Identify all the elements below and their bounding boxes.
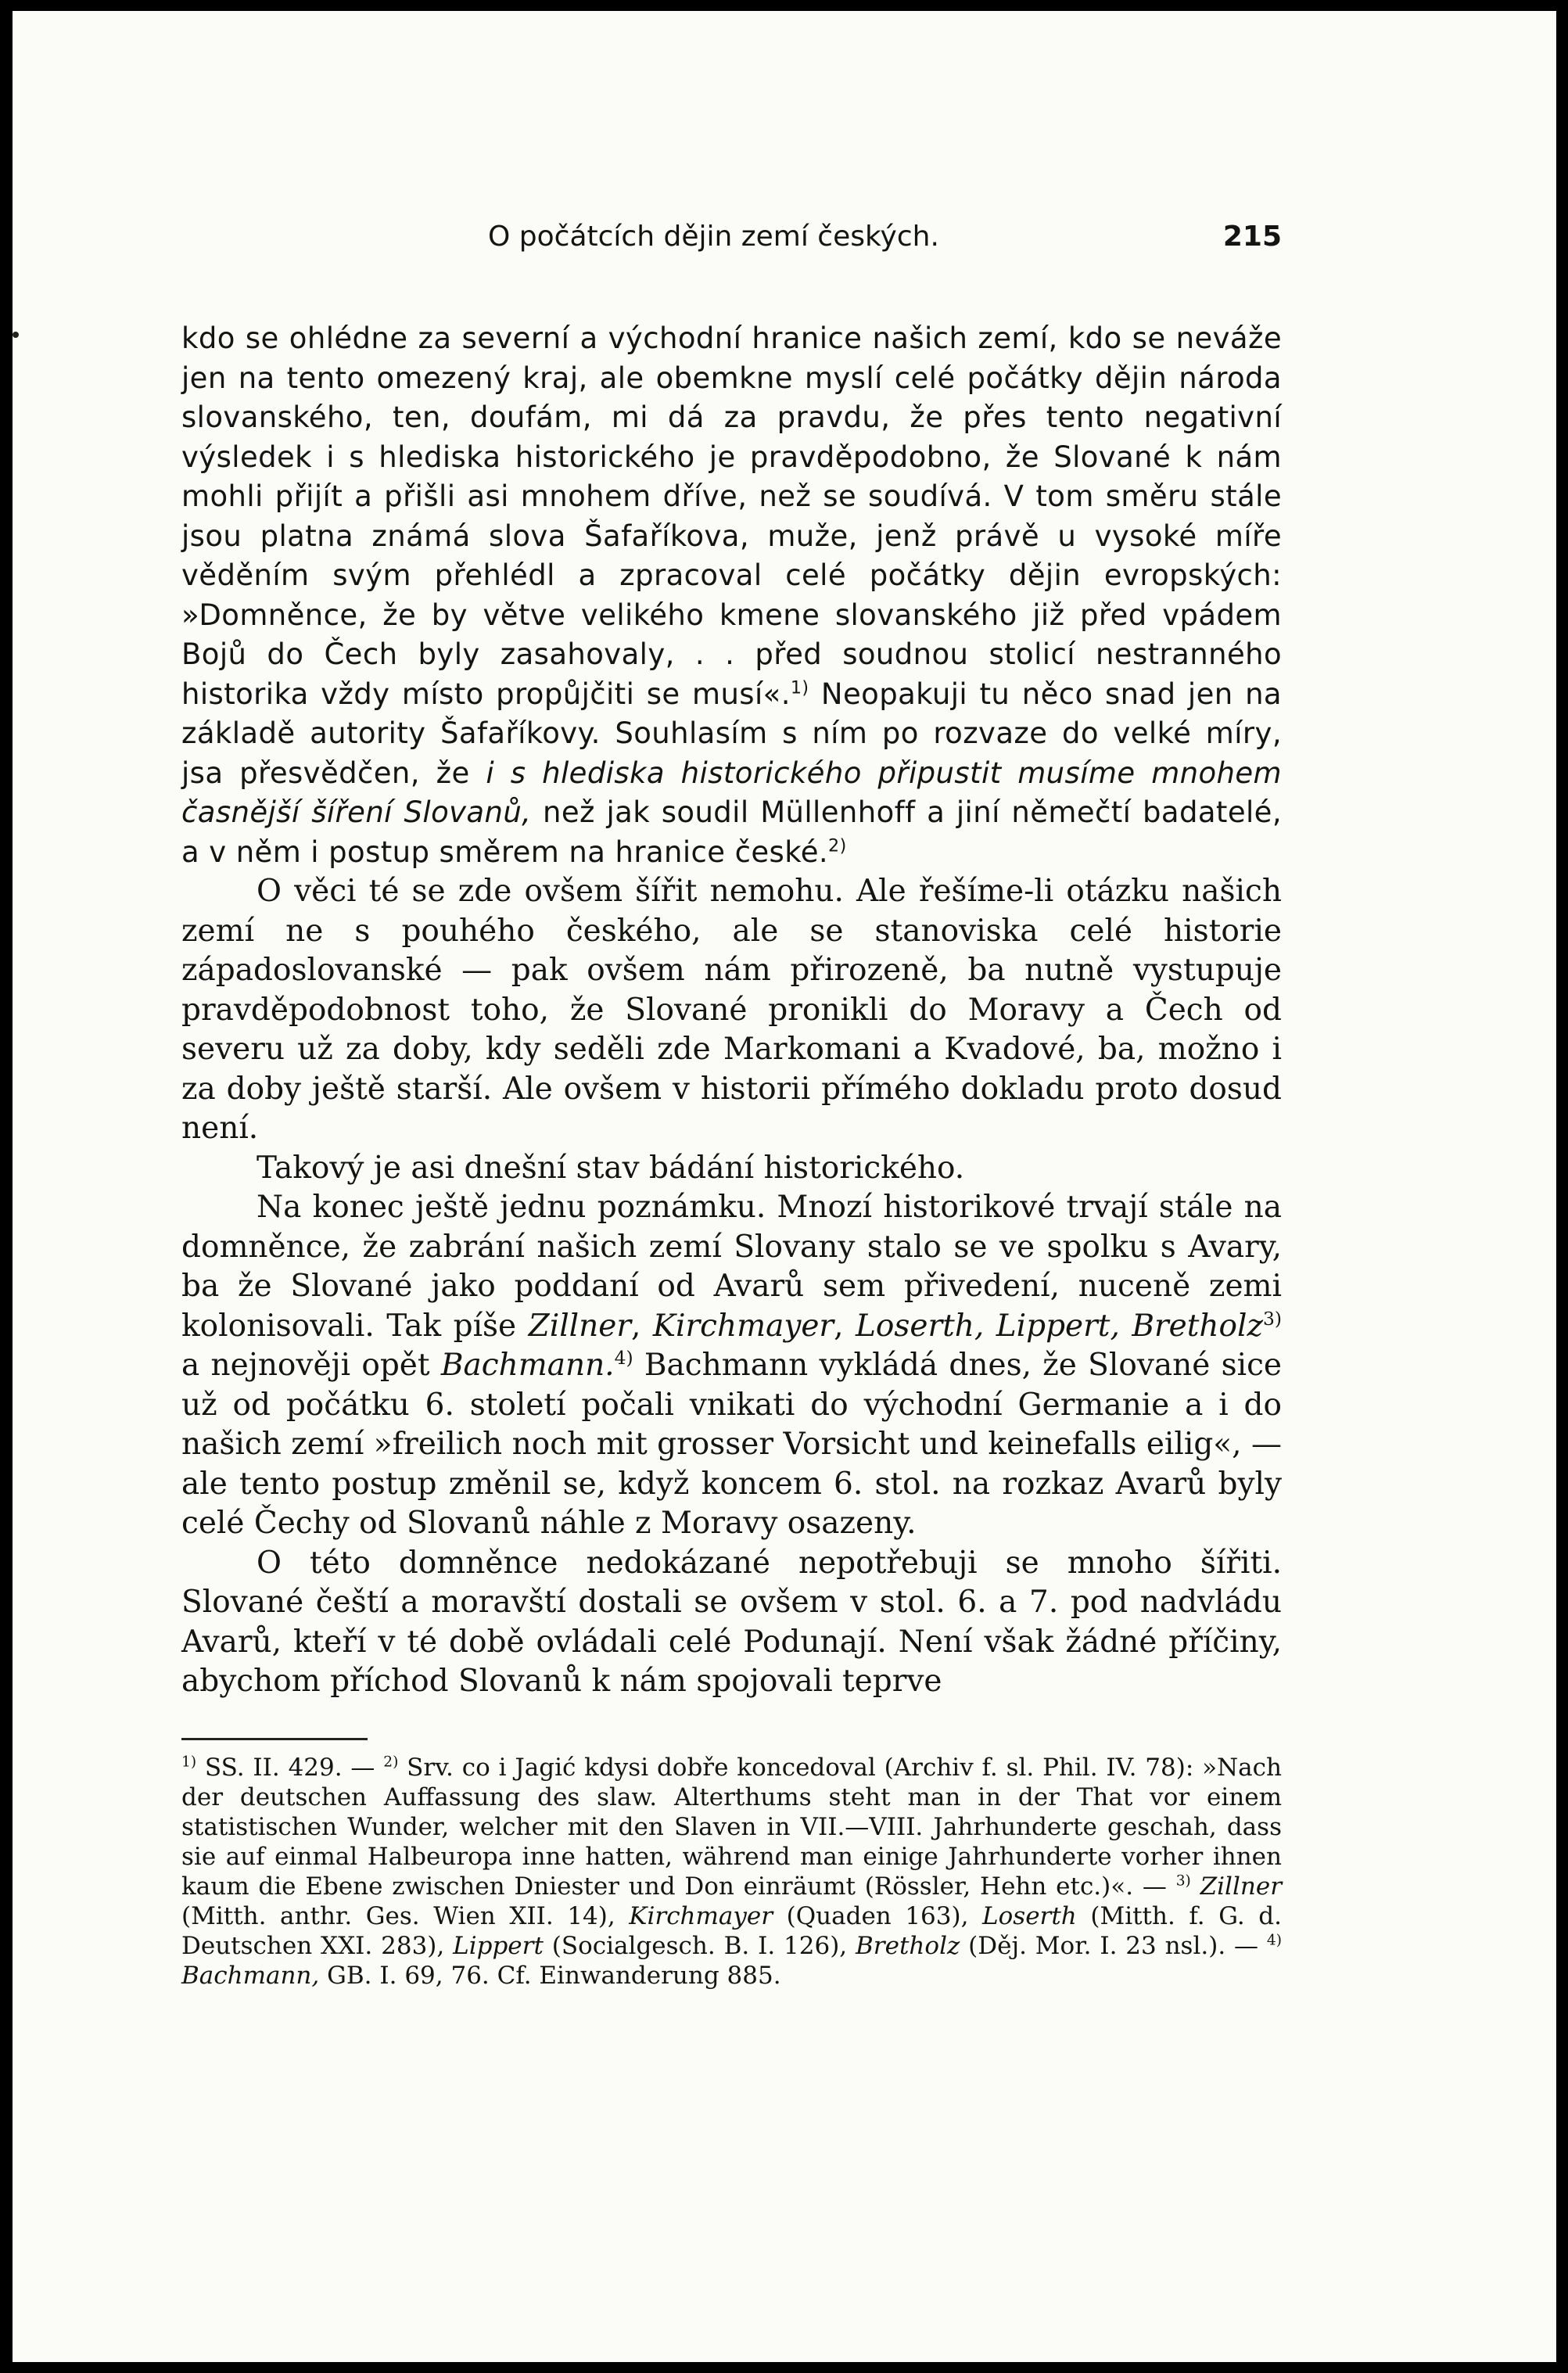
text-run: SS. II. 429. — (196, 1753, 384, 1782)
footnotes (181, 1753, 1282, 1991)
text-run: GB. I. 69, 76. Cf. Einwanderung 885. (319, 1961, 781, 1990)
italic-text: Loserth, Lippert, Bretholz (855, 1308, 1263, 1344)
text-run: (Děj. Mor. I. 23 nsl.). — (960, 1931, 1267, 1960)
running-title: O počátcích dějin zemí českých. (488, 221, 939, 253)
running-head (181, 221, 1282, 264)
footnote-1 (181, 1753, 1282, 1991)
paragraph-4 (181, 1188, 1282, 1544)
footnote-marker: 3) (1175, 1872, 1191, 1890)
text-run: (Mitth. f. G. d. Deutschen XXI. 283), (181, 1901, 1282, 1960)
book-page (13, 11, 1556, 2362)
text-run: , (630, 1308, 653, 1344)
footnote-marker: 2) (828, 835, 847, 856)
text-run: Na konec ještě jednu poznámku. Mnozí historikové trvají stále na domněnce, že zabrání našich zemí Slovany stalo se ve spolku s Avary, ba že Slované jako poddaní od Avarů sem přivedení, nuceně zemi kolonisovali. Tak píše (181, 1190, 1282, 1344)
text-run: Takový je asi dnešní stav bádání historického. (257, 1150, 965, 1186)
italic-text: Lippert (453, 1931, 544, 1960)
italic-text: Bachmann. (440, 1348, 615, 1383)
footnote-rule (181, 1738, 368, 1740)
paragraph-2 (181, 872, 1282, 1149)
paragraph-5 (181, 1544, 1282, 1702)
text-run: Neopakuji tu něco snad jen na základě autority Šafaříkovy. Souhlasím s ním po rozvaze do velké míry, jsa přesvědčen, že (181, 677, 1282, 790)
italic-text: Bachmann, (181, 1961, 320, 1990)
italic-text: Kirchmayer (652, 1308, 834, 1344)
italic-text: Kirchmayer (629, 1901, 773, 1930)
page-number: 215 (1222, 221, 1282, 253)
footnote-marker: 3) (1263, 1307, 1283, 1330)
text-run: O této domněnce nedokázané nepotřebuji se mnoho šířiti. Slované čeští a moravští dostali se ovšem v stol. 6. a 7. pod nadvládu Avarů, kteří v té době ovládali celé Podunají. Není však žádné příčiny, abychom příchod Slovanů k nám spojovali teprve (181, 1545, 1282, 1699)
italic-text: Zillner (1200, 1872, 1283, 1901)
text-run: O věci té se zde ovšem šířit nemohu. Ale řešíme-li otázku našich zemí ne s pouhého českého, ale se stanoviska celé historie západoslovanské — pak ovšem nám přirozeně, ba nutně vystupuje pravděpodobnost toho, že Slované pronikli do Moravy a Čech od severu už za doby, kdy seděli zde Markomani a Kvadové, ba, možno i za doby ještě starší. Ale ovšem v historii přímého dokladu proto dosud není. (181, 874, 1282, 1146)
footnote-marker: 1) (181, 1754, 197, 1771)
text-run: Bachmann vykládá dnes, že Slované sice už od počátku 6. století počali vnikati do východní Germanie a i do našich zemí »freilich noch mit grosser Vorsicht und keinefalls eilig«, — ale tento postup změnil se, když koncem 6. stol. na rozkaz Avarů byly celé Čechy od Slovanů náhle z Moravy osazeny. (181, 1348, 1282, 1541)
text-run: (Quaden 163), (773, 1901, 983, 1930)
text-run: (Mitth. anthr. Ges. Wien XII. 14), (181, 1901, 630, 1930)
italic-text: Zillner (528, 1308, 631, 1344)
italic-text: i s hlediska historického připustit musíme mnohem časnější šíření Slovanů, (181, 756, 1282, 829)
footnote-marker: 4) (614, 1347, 633, 1369)
footnote-marker: 4) (1266, 1932, 1282, 1949)
body-text (181, 319, 1282, 1702)
text-run: (Socialgesch. B. I. 126), (543, 1931, 856, 1960)
text-run: kdo se ohlédne za severní a východní hranice našich zemí, kdo se neváže jen na tento omezený kraj, ale obemkne myslí celé počátky dějin národa slovanského, ten, doufám, mi dá za pravdu, že přes tento negativní výsledek i s hlediska historického je pravděpodobno, že Slované k nám mohli přijít a přišli asi mnohem dříve, než se soudívá. V tom směru stále jsou platna známá slova Šafaříkova, muže, jenž právě u vysoké míře věděním svým přehlédl a zpracoval celé počátky dějin evropských: »Domněnce, že by větve velikého kmene slovanského již před vpádem Bojů do Čech byly zasahovaly, . . před soudnou stolicí nestranného historika vždy místo propůjčiti se musí«. (181, 321, 1282, 711)
footnote-marker: 2) (383, 1754, 399, 1771)
italic-text: Bretholz (856, 1931, 960, 1960)
scan-speck (13, 332, 19, 338)
text-run: Srv. co i Jagić kdysi dobře koncedoval (Archiv f. sl. Phil. IV. 78): »Nach der deutschen Auffassung des slaw. Alterthums steht man in der That vor einem statistischen Wunder, welcher mit den Slaven in VII.—VIII. Jahrhunderte geschah, dass sie auf einmal Halbeuropa inne hatten, während man einige Jahrhunderte vorher ihnen kaum die Ebene zwischen Dniester und Don einräumt (Rössler, Hehn etc.)«. — (181, 1753, 1282, 1901)
text-run: , (834, 1308, 856, 1344)
text-run: než jak soudil Müllenhoff a jiní němečtí badatelé, a v něm i postup směrem na hranice české. (181, 795, 1282, 869)
paragraph-3 (181, 1149, 1282, 1189)
paragraph-1 (181, 319, 1282, 872)
footnote-marker: 1) (790, 677, 809, 698)
text-run: a nejnověji opět (181, 1348, 441, 1383)
page-content (181, 221, 1282, 1991)
italic-text: Loserth (982, 1901, 1077, 1930)
text-run (1191, 1872, 1200, 1901)
